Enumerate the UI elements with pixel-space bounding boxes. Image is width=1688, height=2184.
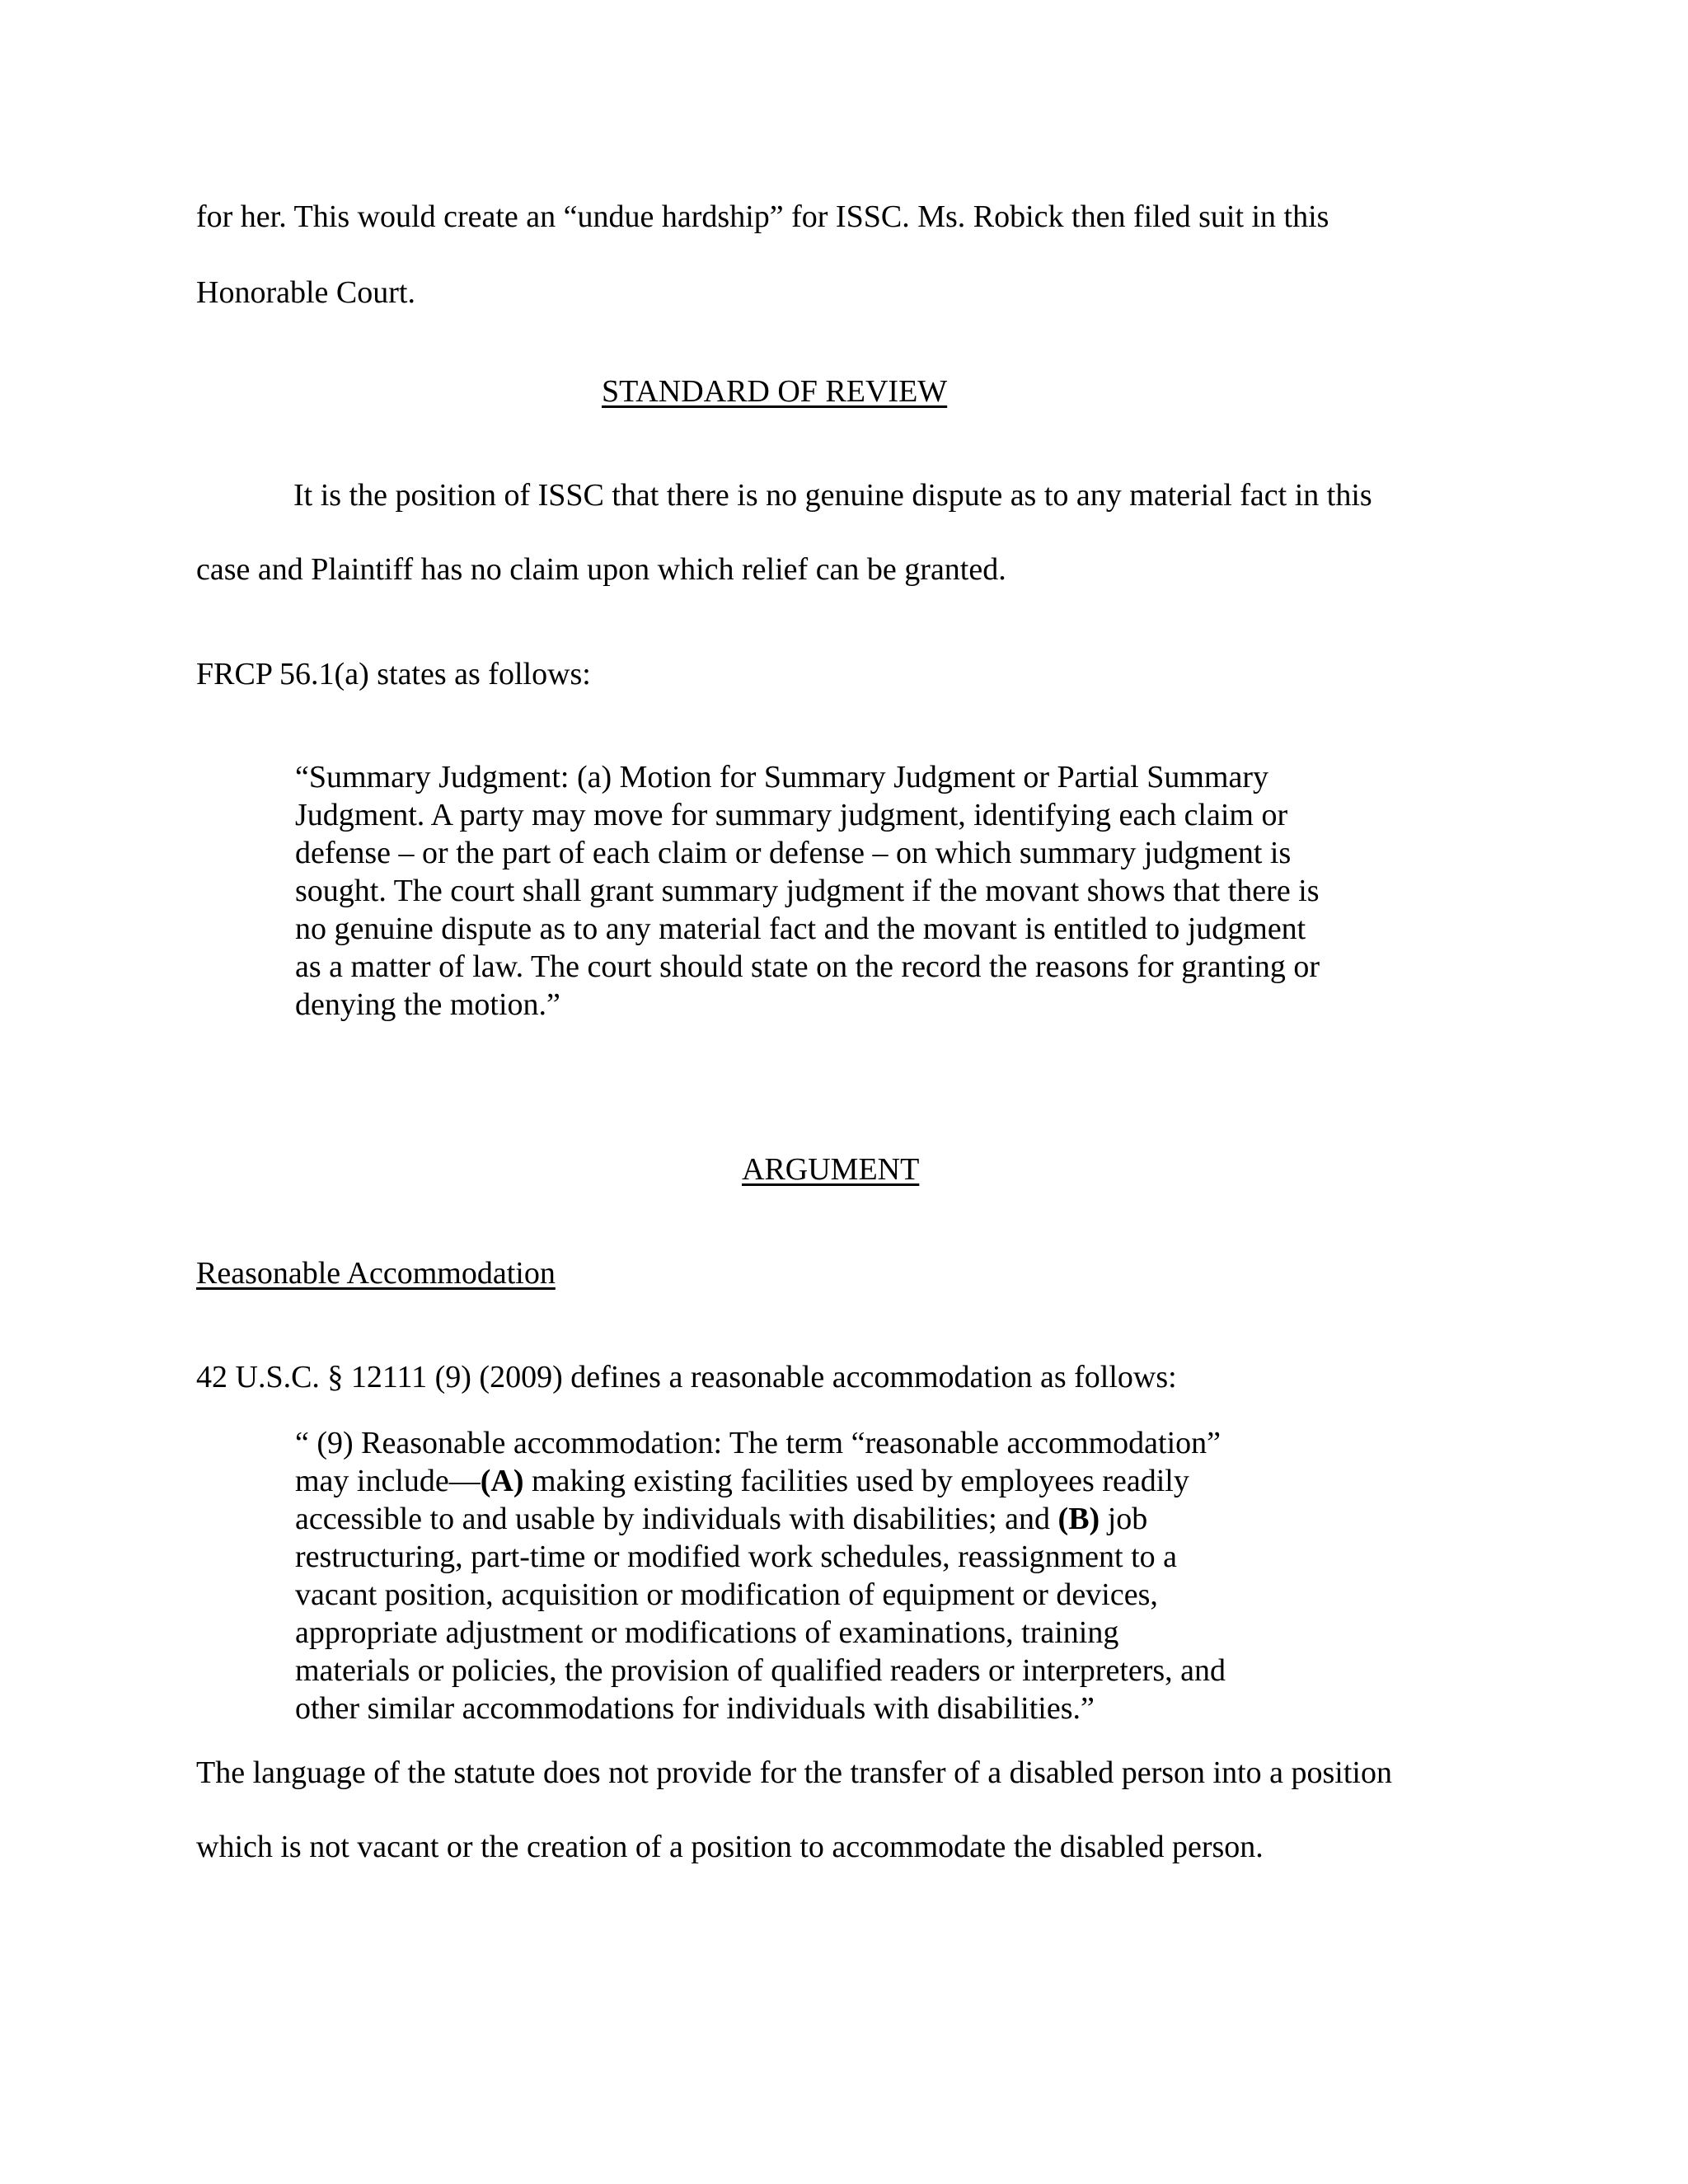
standard-of-review-heading: STANDARD OF REVIEW <box>602 374 948 409</box>
statute-quote-line: restructuring, part-time or modified work schedules, reassignment to a <box>295 1540 1178 1574</box>
frcp-quote-line: no genuine dispute as to any material fact and the movant is entitled to judgment <box>295 912 1306 946</box>
frcp-intro: FRCP 56.1(a) states as follows: <box>196 657 591 691</box>
frcp-quote-line: Judgment. A party may move for summary judgment, identifying each claim or <box>295 798 1288 832</box>
conclusion-line-1: The language of the statute does not provide for the transfer of a disabled person into a position <box>196 1755 1392 1790</box>
argument-heading: ARGUMENT <box>742 1152 920 1187</box>
frcp-quote-line: denying the motion.” <box>295 987 560 1022</box>
frcp-quote-line: sought. The court shall grant summary judgment if the movant shows that there is <box>295 874 1320 908</box>
sor-paragraph-line-2: case and Plaintiff has no claim upon which relief can be granted. <box>196 552 1006 587</box>
statute-quote-text: accessible to and usable by individuals with disabilities; and <box>295 1502 1058 1536</box>
statute-quote-text: making existing facilities used by employees readily <box>523 1464 1189 1498</box>
statute-quote-line <box>295 1500 1147 1538</box>
conclusion-line-2: which is not vacant or the creation of a position to accommodate the disabled person. <box>196 1830 1264 1864</box>
sor-paragraph-line-1: It is the position of ISSC that there is no genuine dispute as to any material fact in this <box>293 478 1372 513</box>
statute-quote-bold-marker: (A) <box>480 1464 524 1498</box>
statute-quote-text: job <box>1100 1502 1148 1536</box>
frcp-quote-line: defense – or the part of each claim or defense – on which summary judgment is <box>295 836 1292 870</box>
reasonable-accommodation-subheading: Reasonable Accommodation <box>196 1256 556 1291</box>
statute-quote-line: vacant position, acquisition or modification of equipment or devices, <box>295 1577 1158 1612</box>
statute-quote-line <box>295 1462 1189 1500</box>
statute-quote-line: other similar accommodations for individuals with disabilities.” <box>295 1691 1095 1726</box>
statute-quote-bold-marker: (B) <box>1057 1502 1100 1536</box>
statute-quote-line: appropriate adjustment or modifications of examinations, training <box>295 1615 1119 1650</box>
statute-quote-line: “ (9) Reasonable accommodation: The term “reasonable accommodation” <box>295 1426 1221 1460</box>
statute-quote-line: materials or policies, the provision of qualified readers or interpreters, and <box>295 1653 1226 1688</box>
statute-quote-text: may include— <box>295 1464 481 1498</box>
intro-line-1: for her. This would create an “undue hardship” for ISSC. Ms. Robick then filed suit in this <box>196 199 1329 234</box>
statute-intro: 42 U.S.C. § 12111 (9) (2009) defines a reasonable accommodation as follows: <box>196 1360 1177 1394</box>
frcp-quote-line: as a matter of law. The court should state on the record the reasons for granting or <box>295 949 1320 984</box>
frcp-quote-line: “Summary Judgment: (a) Motion for Summary Judgment or Partial Summary <box>295 760 1269 794</box>
intro-line-2: Honorable Court. <box>196 275 415 310</box>
